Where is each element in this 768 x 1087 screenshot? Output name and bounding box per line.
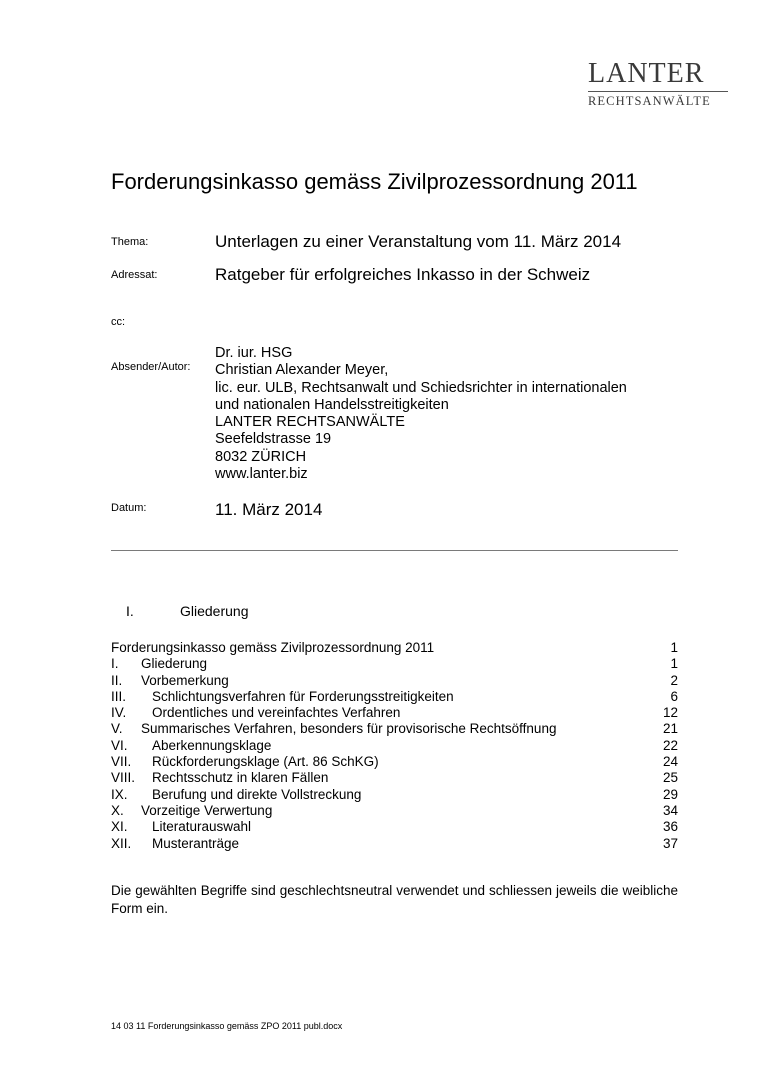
toc-row: [111, 787, 678, 803]
gender-note: Die gewählten Begriffe sind geschlechtsneutral verwendet und schliessen jeweils die weibliche Form ein.: [111, 883, 678, 916]
toc-title: Vorzeitige Verwertung: [141, 802, 273, 818]
author-line: 8032 ZÜRICH: [215, 448, 307, 465]
toc-number: VII.: [111, 754, 132, 770]
divider: [111, 550, 678, 551]
toc-row: [111, 819, 678, 835]
toc-page: 1: [670, 656, 678, 672]
author-line: Dr. iur. HSG: [215, 345, 293, 361]
toc-row: [111, 836, 678, 852]
adressat-value: Ratgeber für erfolgreiches Inkasso in der Schweiz: [215, 265, 591, 284]
thema-value: Unterlagen zu einer Veranstaltung vom 11. März 2014: [215, 232, 622, 251]
toc-page: 12: [662, 705, 678, 721]
thema-label: Thema:: [111, 236, 149, 248]
logo-name: LANTER: [588, 58, 705, 89]
toc-number: X.: [111, 802, 124, 818]
document-title: Forderungsinkasso gemäss Zivilprozessordnung 2011: [111, 169, 638, 194]
author-line: und nationalen Handelsstreitigkeiten: [215, 396, 449, 413]
toc-title: Rückforderungsklage (Art. 86 SchKG): [152, 754, 379, 770]
toc-title: Summarisches Verfahren, besonders für provisorische Rechtsöffnung: [141, 721, 557, 737]
author-label: Absender/Autor:: [111, 361, 191, 373]
toc-page: 22: [662, 737, 678, 753]
file-footer: 14 03 11 Forderungsinkasso gemäss ZPO 2011 publ.docx: [111, 1021, 343, 1031]
toc-title: Vorbemerkung: [141, 672, 229, 688]
toc-number: IV.: [111, 705, 127, 721]
toc-title: Aberkennungsklage: [152, 737, 272, 753]
author-line: Seefeldstrasse 19: [215, 431, 332, 448]
toc-page: 2: [670, 672, 678, 688]
table-of-contents: [111, 640, 678, 852]
toc-title: Gliederung: [141, 656, 208, 672]
toc-title: Musteranträge: [152, 835, 240, 851]
author-block: [215, 345, 627, 483]
toc-page: 25: [662, 770, 678, 786]
author-line: Christian Alexander Meyer,: [215, 362, 389, 379]
toc-title: Forderungsinkasso gemäss Zivilprozessordnung 2011: [111, 640, 435, 655]
toc-row: [111, 803, 678, 819]
toc-number: VIII.: [111, 770, 136, 786]
firm-logo: [588, 60, 728, 108]
logo-rule: [588, 91, 728, 92]
toc-number: V.: [111, 721, 123, 737]
toc-page: 34: [662, 802, 678, 818]
author-line: LANTER RECHTSANWÄLTE: [215, 414, 405, 431]
toc-row: [111, 689, 678, 705]
toc-title: Rechtsschutz in klaren Fällen: [152, 770, 329, 786]
toc-number: VI.: [111, 737, 128, 753]
toc-row: [111, 640, 678, 656]
toc-row: [111, 754, 678, 770]
toc-page: 6: [670, 688, 678, 704]
adressat-label: Adressat:: [111, 269, 158, 281]
toc-page: 37: [662, 835, 678, 851]
toc-page: 1: [670, 640, 678, 655]
toc-row: [111, 673, 678, 689]
datum-label: Datum:: [111, 502, 147, 514]
toc-number: II.: [111, 672, 123, 688]
toc-title: Literaturauswahl: [152, 819, 252, 835]
logo-subtitle: RECHTSANWÄLTE: [588, 94, 711, 108]
section-number: I.: [126, 603, 134, 619]
section-title: Gliederung: [180, 603, 249, 619]
toc-row: [111, 721, 678, 737]
toc-number: XII.: [111, 835, 132, 851]
toc-number: III.: [111, 688, 127, 704]
toc-page: 24: [662, 754, 678, 770]
toc-row: [111, 705, 678, 721]
toc-title: Berufung und direkte Vollstreckung: [152, 786, 362, 802]
toc-page: 29: [662, 786, 678, 802]
toc-number: I.: [111, 656, 119, 672]
author-line: lic. eur. ULB, Rechtsanwalt und Schiedsrichter in internationalen: [215, 379, 627, 396]
toc-number: XI.: [111, 819, 128, 835]
toc-row: [111, 656, 678, 672]
cc-label: cc:: [111, 316, 126, 328]
datum-value: 11. März 2014: [215, 500, 323, 519]
toc-title: Schlichtungsverfahren für Forderungsstreitigkeiten: [152, 688, 454, 704]
toc-row: [111, 738, 678, 754]
toc-page: 21: [662, 721, 678, 737]
toc-number: IX.: [111, 786, 128, 802]
author-line: www.lanter.biz: [215, 466, 308, 483]
toc-page: 36: [662, 819, 678, 835]
toc-row: [111, 770, 678, 786]
toc-title: Ordentliches und vereinfachtes Verfahren: [152, 705, 401, 721]
